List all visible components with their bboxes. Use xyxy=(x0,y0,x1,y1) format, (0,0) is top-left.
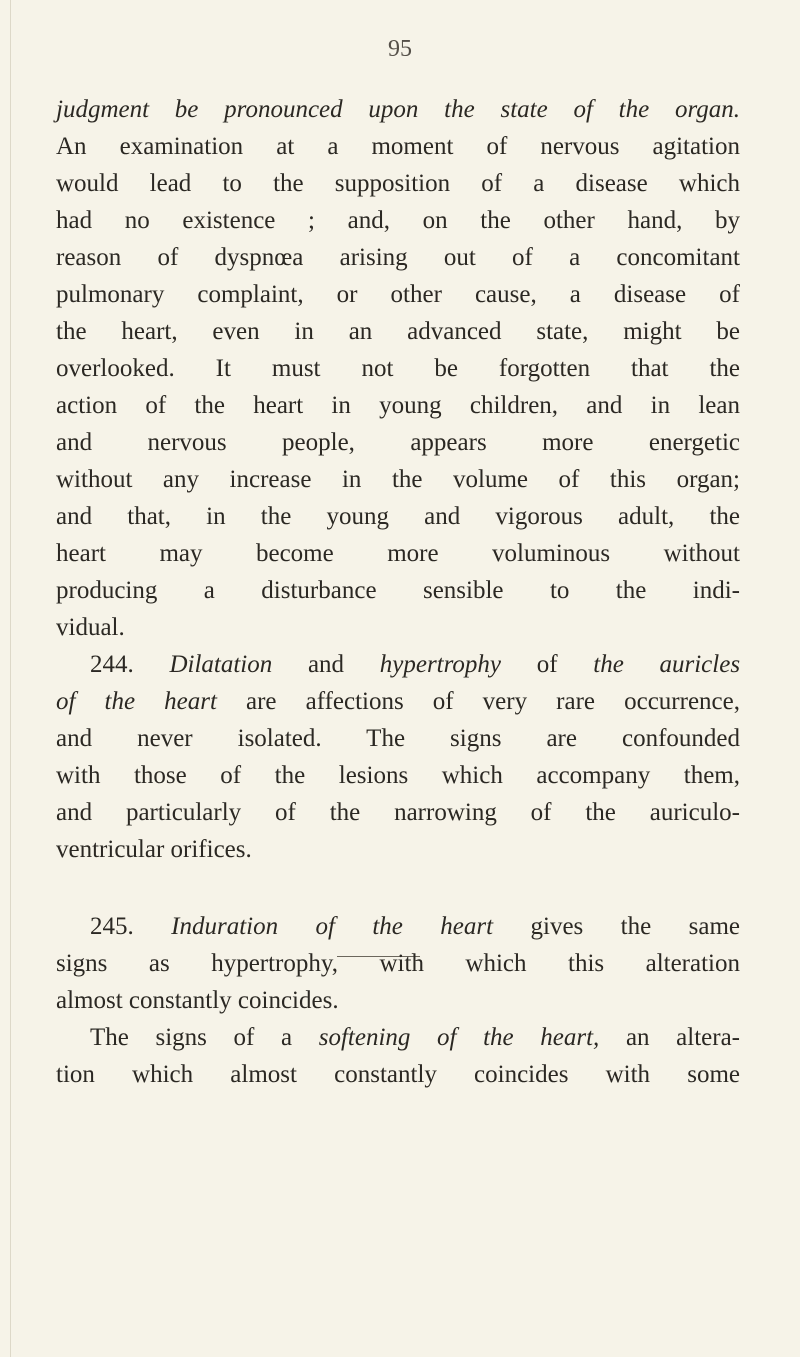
text-line: had no existence ; and, on the other hand, by xyxy=(56,207,740,234)
text-line: would lead to the supposition of a disease which xyxy=(56,170,740,197)
softening-first-line xyxy=(90,1023,740,1053)
section-number: 244. xyxy=(90,651,134,678)
section-245-first-line xyxy=(90,912,740,942)
emphasis-term: hypertrophy xyxy=(379,651,502,678)
text-span: and xyxy=(307,651,345,678)
text-line: action of the heart in young children, and in lean xyxy=(56,392,740,419)
text-line: the heart, even in an advanced state, might be xyxy=(56,318,740,345)
text-line: without any increase in the volume of this organ; xyxy=(56,466,740,493)
text-line: and never isolated. The signs are confounded xyxy=(56,725,740,752)
text-line: vidual. xyxy=(56,614,125,641)
text-line: almost constantly coincides. xyxy=(56,987,339,1014)
text-line: with those of the lesions which accompany them, xyxy=(56,762,740,789)
text-line: pulmonary complaint, or other cause, a disease of xyxy=(56,281,740,308)
text-span: are affections of very rare occurrence, xyxy=(246,688,740,715)
text-line: judgment be pronounced upon the state of the organ. xyxy=(56,96,740,123)
text-line: and that, in the young and vigorous adult, the xyxy=(56,503,740,530)
emphasis-term: the auricles xyxy=(593,651,741,678)
text-span: of xyxy=(536,651,558,678)
emphasis-term: of the heart xyxy=(56,688,217,715)
page-edge-shadow xyxy=(10,0,11,1357)
emphasis-term: softening of the heart, xyxy=(318,1024,600,1051)
text-line: ventricular orifices. xyxy=(56,836,252,863)
text-line: signs as hypertrophy, with which this alteration xyxy=(56,950,740,977)
text-line xyxy=(56,687,740,717)
section-number: 245. xyxy=(90,913,134,940)
text-line: and nervous people, appears more energetic xyxy=(56,429,740,456)
text-line: heart may become more voluminous without xyxy=(56,540,740,567)
text-line: tion which almost constantly coincides with some xyxy=(56,1061,740,1088)
emphasis-term: Dilatation xyxy=(169,651,273,678)
text-span: an altera- xyxy=(625,1024,741,1051)
emphasis-term: Induration of the heart xyxy=(171,913,494,940)
section-244-first-line xyxy=(90,650,740,680)
text-line: overlooked. It must not be forgotten that the xyxy=(56,355,740,382)
text-line: reason of dyspnœa arising out of a concomitant xyxy=(56,244,740,271)
text-line: An examination at a moment of nervous agitation xyxy=(56,133,740,160)
text-line: and particularly of the narrowing of the auriculo- xyxy=(56,799,740,826)
text-span: The signs of a xyxy=(90,1024,293,1051)
page-number: 95 xyxy=(388,36,412,62)
text-line: producing a disturbance sensible to the indi- xyxy=(56,577,740,604)
text-span: gives the same xyxy=(530,913,740,940)
